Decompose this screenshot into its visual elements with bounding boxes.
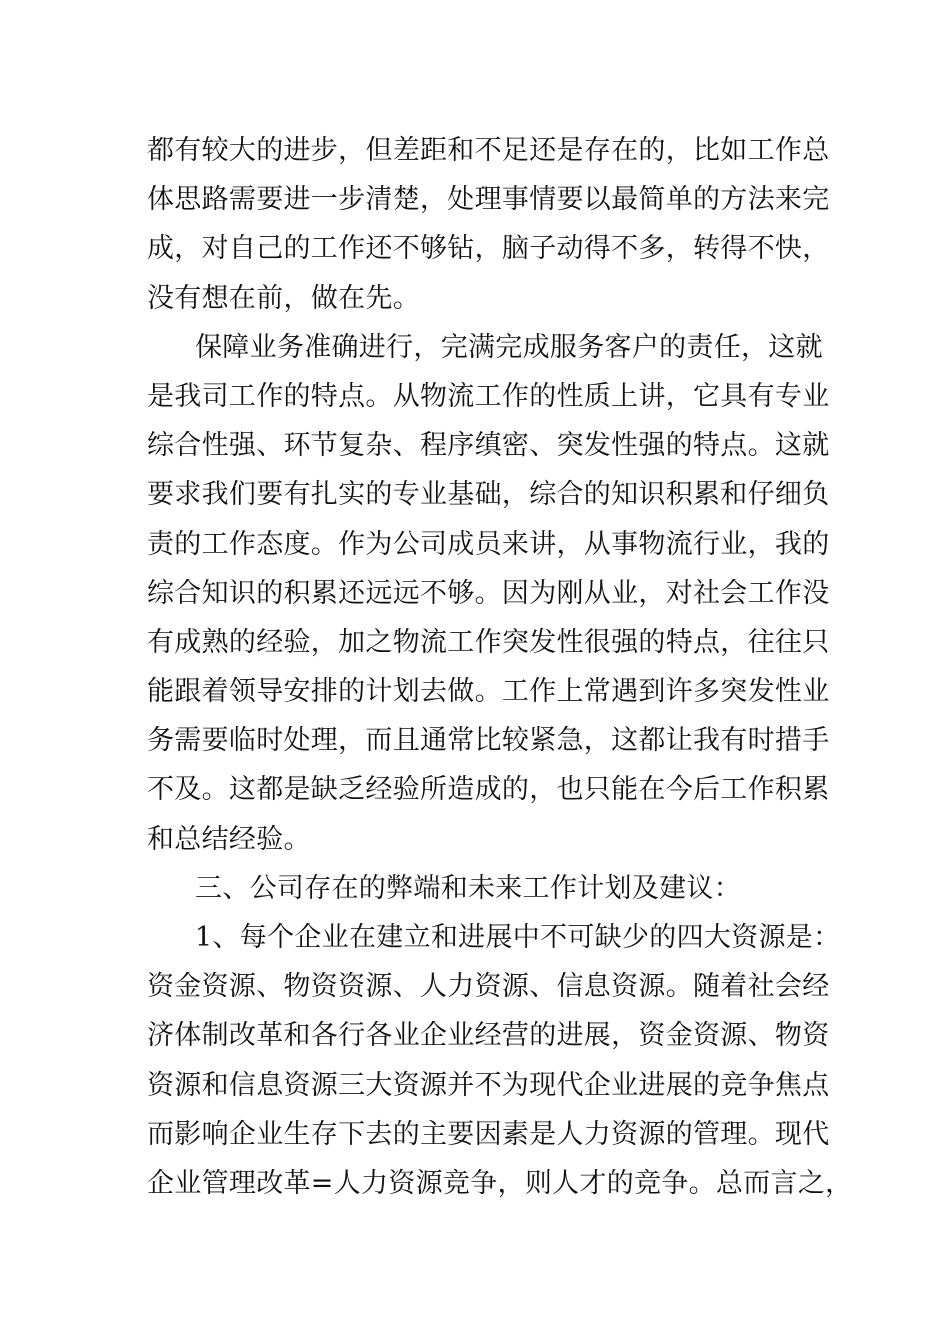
text-line: 成，对自己的工作还不够钻，脑子动得不多，转得不快， xyxy=(147,233,830,265)
text-line: 企业管理改革=人力资源竞争，则人才的竞争。总而言之， xyxy=(147,1167,853,1199)
text-line: 而影响企业生存下去的主要因素是人力资源的管理。现代 xyxy=(147,1118,830,1150)
text-line: 有成熟的经验，加之物流工作突发性很强的特点，往往只 xyxy=(147,626,830,658)
body-text xyxy=(147,126,853,1208)
text-line: 都有较大的进步，但差距和不足还是存在的，比如工作总 xyxy=(147,135,830,166)
text-line: 保障业务准确进行，完满完成服务客户的责任，这就 xyxy=(195,331,823,363)
text-line: 1、每个企业在建立和进展中不可缺少的四大资源是： xyxy=(195,922,841,953)
text-line: 资金资源、物资资源、人力资源、信息资源。随着社会经 xyxy=(147,971,830,1003)
text-line: 三、公司存在的弊端和未来工作计划及建议： xyxy=(195,872,741,904)
text-line: 不及。这都是缺乏经验所造成的，也只能在今后工作积累 xyxy=(147,774,830,806)
paragraph-1 xyxy=(147,126,830,323)
paragraph-4 xyxy=(147,913,853,1208)
section-heading xyxy=(147,864,807,913)
text-line: 体思路需要进一步清楚，处理事情要以最简单的方法来完 xyxy=(147,184,830,216)
paragraph-2 xyxy=(147,323,830,864)
text-line: 是我司工作的特点。从物流工作的性质上讲，它具有专业 xyxy=(147,380,830,412)
text-line: 综合性强、环节复杂、程序缜密、突发性强的特点。这就 xyxy=(147,430,830,462)
text-line: 要求我们要有扎实的专业基础，综合的知识积累和仔细负 xyxy=(147,479,830,511)
text-line: 综合知识的积累还远远不够。因为刚从业，对社会工作没 xyxy=(147,577,830,609)
text-line: 资源和信息资源三大资源并不为现代企业进展的竞争焦点 xyxy=(147,1069,830,1101)
text-line: 责的工作态度。作为公司成员来讲，从事物流行业，我的 xyxy=(147,528,830,560)
text-line: 务需要临时处理，而且通常比较紧急，这都让我有时措手 xyxy=(147,725,830,757)
text-line: 和总结经验。 xyxy=(147,823,311,855)
text-line: 没有想在前，做在先。 xyxy=(147,282,420,314)
text-line: 能跟着领导安排的计划去做。工作上常遇到许多突发性业 xyxy=(147,676,830,708)
text-line: 济体制改革和各行各业企业经营的进展，资金资源、物资 xyxy=(147,1020,830,1052)
